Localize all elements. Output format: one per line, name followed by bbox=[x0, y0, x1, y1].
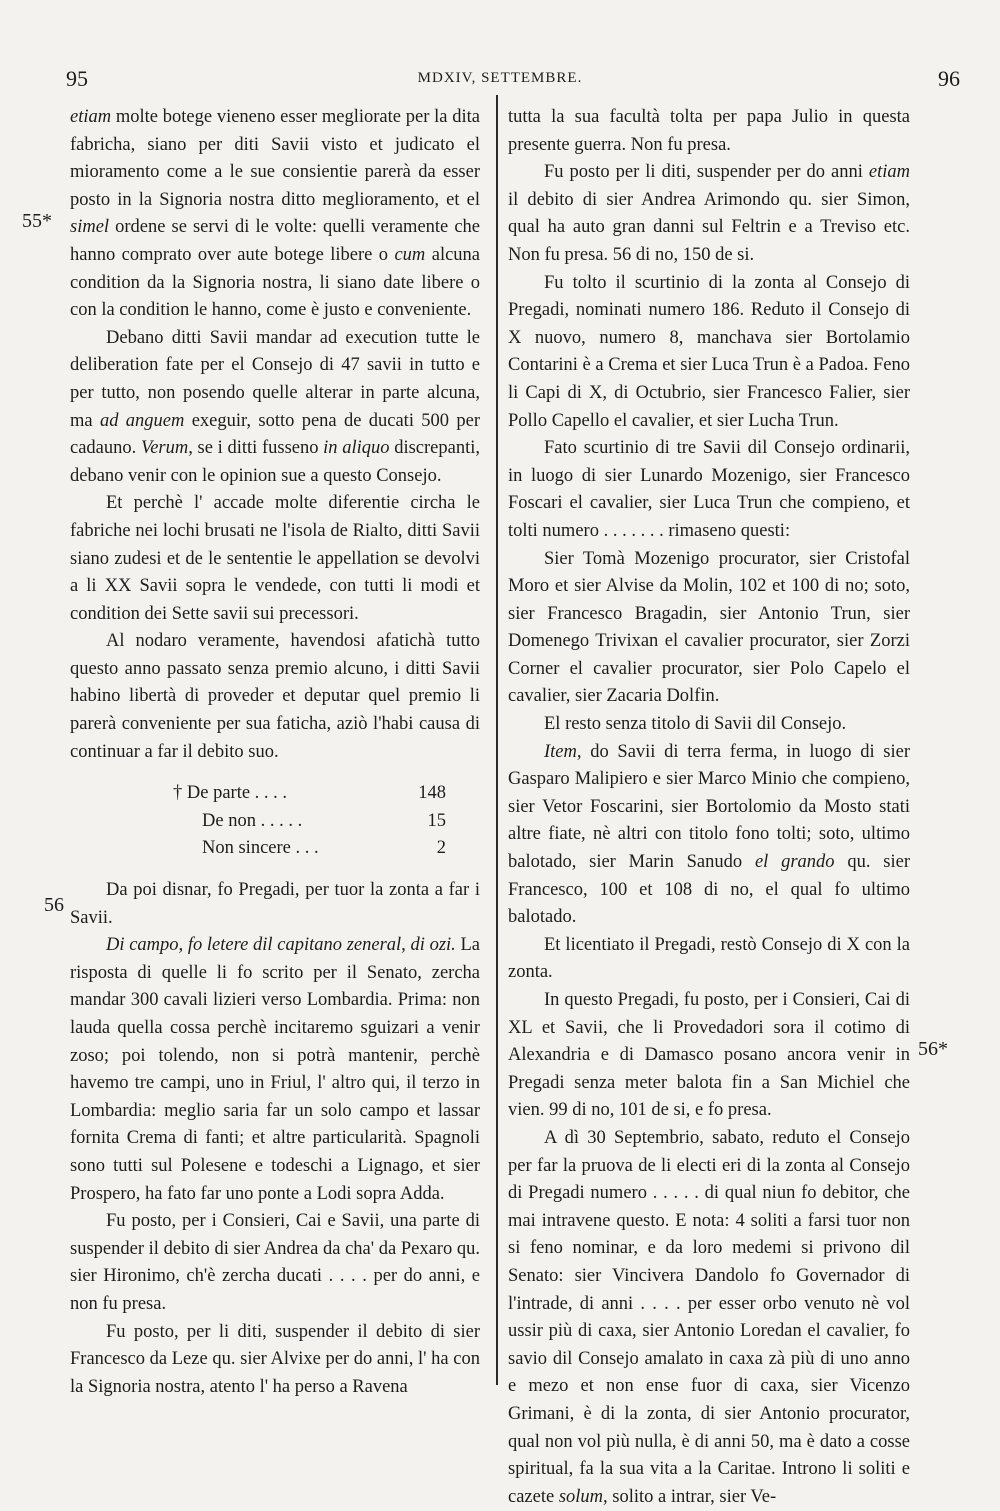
paragraph: In questo Pregadi, fu posto, per i Consieri, Cai di XL et Savii, che li Provedadori sora il cotimo di Alexandria e di Damasco posano ancora venir in Pregadi senza meter balota fin a San Michiel che vien. 99 di no, 101 de si, e fo presa. bbox=[508, 990, 910, 1121]
running-title: MDXIV, SETTEMBRE. bbox=[417, 70, 583, 86]
vote-row: † De parte . . . . 148 bbox=[173, 783, 446, 804]
paragraph: El resto senza titolo di Savii dil Consejo. bbox=[544, 714, 847, 735]
page-number-left: 95 bbox=[66, 66, 88, 91]
margin-mark-56-star: 56* bbox=[918, 1038, 948, 1060]
vote-row: Non sincere . . . 2 bbox=[202, 838, 446, 859]
paragraph: tutta la sua facultà tolta per papa Julio in questa presente guerra. Non fu presa. bbox=[508, 107, 910, 155]
paragraph: Sier Tomà Mozenigo procurator, sier Cristofal Moro et sier Alvise da Molin, 102 et 100 di no; soto, sier Francesco Bragadin, sier Antonio Trun, sier Domenego Trivixan el cavalier procurator, sier Zorzi Corner el cavalier procurator, sier Polo Capelo el cavalier, sier Zacaria Dolfin. bbox=[508, 548, 910, 707]
paragraph: Al nodaro veramente, havendosi afatichà tutto questo anno passato senza premio alcuno, i ditti Savii habino libertà di proveder et deputar quel premio li parerà conveniente per sua faticha, aziò l'habi causa di continuar a far il debito suo. bbox=[70, 631, 480, 762]
paragraph: Fu posto per li diti, suspender per do anni etiam il debito di sier Andrea Arimondo qu. sier Simon, qual ha auto gran danni sul Feltrin e a Treviso etc. Non fu presa. 56 di no, 150 de si. bbox=[508, 162, 910, 265]
paragraph: A dì 30 Septembrio, sabato, reduto el Consejo per far la pruova de li electi eri di la zonta al Consejo di Pregadi numero . . . . . di qual niun fo debitor, che mai intravene questo. E nota: 4 soliti a farsi tuor non si feno nominar, e da loro medemi si privono dil Senato: sier Vincivera Dandolo fo Governador di l'intrade, di anni . . . . per esser orbo venuto nè vol ussir più di caxa, sier Antonio Loredan el cavalier, fo savio dil Consejo amalato in caxa zà più di uno anno e mezo et non ense fuor di caxa, sier Vicenzo Grimani, è di la zonta, di sier Antonio procurator, qual non vol più nulla, è di anni 50, ma è dato a cosse spiritual, fa la sua vita a la Caritae. Introno li soliti e cazete solum, solito a intrar, sier Ve- bbox=[508, 1127, 910, 1507]
paragraph: etiam molte botege vieneno esser megliorate per la dita fabricha, siano per diti Savii visto et judicato el mioramento come a le sue consientie parerà da esser posto in la Signoria nostra ditto meglioramento, et el simel ordene se servi di le volte: quelli veramente che hanno comprato over aute botege libere o cum alcuna condition da la Signoria nostra, li siano date libere o con la condition le hanno, come è justo e conveniente. bbox=[70, 107, 481, 321]
paragraph: Item, do Savii di terra ferma, in luogo di sier Gasparo Malipiero e sier Marco Minio che compieno, sier Vetor Foscarini, sier Bortolomio da Mosto stati altre fiate, nè altri con titolo fono tolti; soto, ultimo balotado, sier Marin Sanudo el grando qu. sier Francesco, 100 et 108 di no, el qual fo ultimo balotado. bbox=[508, 741, 910, 928]
page-number-right: 96 bbox=[938, 66, 960, 91]
paragraph: Di campo, fo letere dil capitano zeneral, di ozi. La risposta di quelle li fo scrito per il Senato, zercha mandar 300 cavali lizieri verso Lombardia. Prima: non lauda quella cossa perchè incitaremo sguizari a venir zoso; poi tolendo, non si potrà mantenir, perchè havemo tre campi, uno in Friul, l' altro qui, il terzo in Lombardia: meglio saria far un solo campo et lassar fornita Crema di fanti; et altre particularità. Spagnoli sono tutti sul Polesene e todeschi a Lignago, et sier Prospero, ha fato far uno ponte a Lodi sopra Adda. bbox=[70, 935, 480, 1204]
margin-mark-56: 56 bbox=[44, 894, 64, 916]
paragraph: Et perchè l' accade molte diferentie circha le fabriche nei lochi brusati ne l'isola de Rialto, ditti Savii siano zudesi et de le sententie le appellation se devolvi a li XX Savii sopra le vendede, con tutti li modi et condition dei Sette savii sui precessori. bbox=[70, 493, 480, 624]
page-header bbox=[0, 66, 1000, 100]
paragraph: Fato scurtinio di tre Savii dil Consejo ordinarii, in luogo di sier Lunardo Mozenigo, sier Francesco Foscari el cavalier, sier Luca Trun che compieno, et tolti numero . . . . . . . rimaseno questi: bbox=[508, 438, 910, 541]
vote-tally bbox=[70, 780, 480, 863]
paragraph: Fu tolto il scurtinio di la zonta al Consejo di Pregadi, nominati numero 186. Reduto il Consejo di X nuovo, numero 8, manchava sier Bortolamio Contarini è a Crema et sier Luca Trun è a Padoa. Feno li Capi di X, di Octubrio, sier Francesco Falier, sier Pollo Capello el cavalier, et sier Lucha Trun. bbox=[508, 272, 910, 431]
margin-mark-55-star: 55* bbox=[22, 210, 52, 232]
paragraph: Da poi disnar, fo Pregadi, per tuor la zonta a far i Savii. bbox=[70, 880, 480, 928]
column-divider bbox=[496, 95, 498, 1385]
vote-row: De non . . . . . 15 bbox=[202, 810, 446, 831]
paragraph: Fu posto, per li diti, suspender il debito di sier Francesco da Leze qu. sier Alvixe per do anni, l' ha con la Signoria nostra, atento l' ha perso a Ravena bbox=[70, 1321, 480, 1397]
paragraph: Fu posto, per i Consieri, Cai e Savii, una parte di suspender il debito di sier Andrea da cha' da Pexaro qu. sier Hironimo, ch'è zercha ducati . . . . per do anni, e non fu presa. bbox=[70, 1211, 480, 1314]
paragraph: Debano ditti Savii mandar ad execution tutte le deliberation fate per el Consejo di 47 savii in tutto e per tutto, non posendo quelle alterar in parte alcuna, ma ad anguem exeguir, sotto pena de ducati 500 per cadauno. Verum, se i ditti fusseno in aliquo discrepanti, debano venir con le opinion sue a questo Consejo. bbox=[70, 327, 481, 486]
paragraph: Et licentiato il Pregadi, restò Consejo di X con la zonta. bbox=[508, 934, 910, 983]
left-column bbox=[70, 104, 480, 1401]
right-column bbox=[508, 104, 910, 1511]
